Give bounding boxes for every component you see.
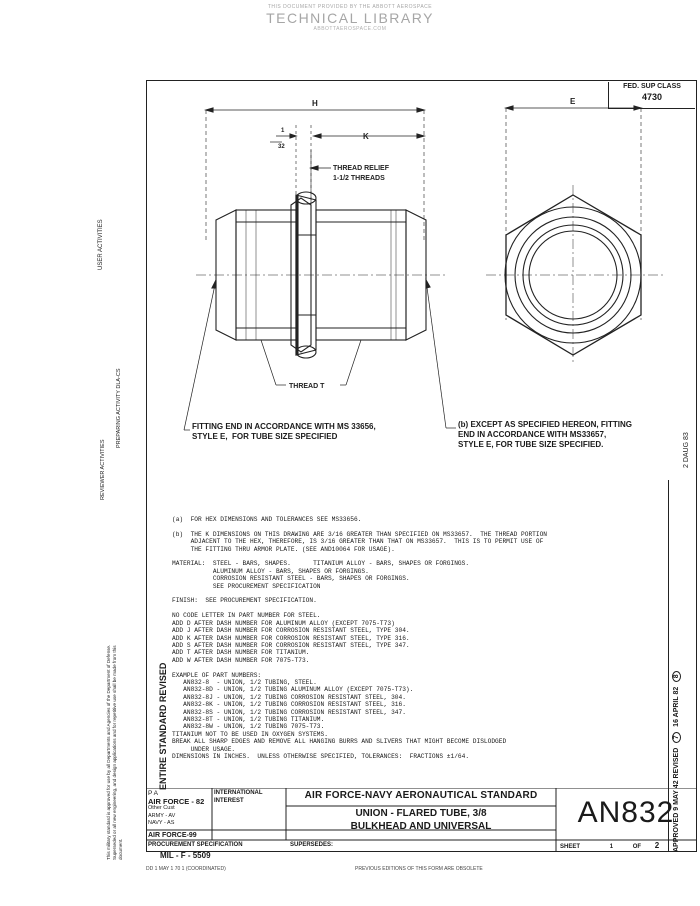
other-cust-label: Other Cust <box>148 805 175 811</box>
sheet-label: SHEET <box>560 844 581 850</box>
preparing-activity-label: PREPARING ACTIVITY DLA-CS <box>116 368 122 448</box>
thread-relief-sub: 1-1/2 THREADS <box>333 175 385 182</box>
dim-e-label: E <box>570 97 576 106</box>
standard-number: AN832 <box>577 796 675 829</box>
supersedes-label: SUPERSEDES: <box>290 842 334 848</box>
part-title-line-2: BULKHEAD AND UNIVERSAL <box>350 821 492 832</box>
revision-number-7: 7 <box>672 732 681 743</box>
callout-b: (b) EXCEPT AS SPECIFIED HEREON, FITTING END IN ACCORDANCE WITH MS33657, STYLE E, FOR TUBE SIZE SPECIFIED. <box>458 420 632 449</box>
dim-1-label: 1 <box>281 128 285 134</box>
fed-sup-class-value: 4730 <box>641 92 663 102</box>
revised-date: 16 APRIL 82 <box>673 686 680 727</box>
form-footer-middle: PREVIOUS EDITIONS OF THIS FORM ARE OBSOLETE <box>355 866 483 872</box>
af82-label: AIR FORCE - 82 <box>148 796 205 806</box>
callout-a: FITTING END IN ACCORDANCE WITH MS 33656, STYLE E, FOR TUBE SIZE SPECIFIED <box>192 422 376 441</box>
revision-number-8: 8 <box>672 671 681 682</box>
international-interest-label: INTERNATIONAL INTEREST <box>214 790 263 804</box>
library-url[interactable]: ABBOTTAEROSPACE.COM <box>313 26 387 32</box>
pa-label: P A <box>148 790 159 797</box>
standard-name: AIR FORCE-NAVY AERONAUTICAL STANDARD <box>304 790 538 801</box>
military-standard-note: This military standard is approved for use by all Departments and Agencies of the Department of Defense. Superseded or all new engineering, and design applications and for repetitive use shall be made from this document. <box>106 644 123 860</box>
part-title-line-1: UNION - FLARED TUBE, 3/8 <box>355 808 487 819</box>
provided-by-text: THIS DOCUMENT PROVIDED BY THE ABBOTT AEROSPACE <box>267 4 433 10</box>
entire-standard-revised: ENTIRE STANDARD REVISED <box>158 662 168 790</box>
fed-sup-class-label: FED. SUP CLASS <box>623 83 681 90</box>
of-label: OF <box>632 844 642 850</box>
title-block-custodians <box>148 790 212 828</box>
dim-32-label: 32 <box>278 144 285 150</box>
user-activities-label: USER ACTIVITIES <box>98 219 104 270</box>
approved-text: APPROVED 9 MAY 42 REVISED <box>673 747 680 852</box>
sheet-info <box>560 842 694 852</box>
reviewer-activities-label: REVIEWER ACTIVITIES <box>100 439 106 500</box>
procurement-spec-value: MIL - F - 5509 <box>160 851 211 860</box>
thread-t-label: THREAD T <box>289 383 325 390</box>
thread-relief-label: THREAD RELIEF <box>333 165 389 172</box>
dim-h-label: H <box>312 99 318 108</box>
af99-label: AIR FORCE-99 <box>148 832 197 839</box>
right-edge-text: 2 DAUG 83 <box>683 432 690 468</box>
navy-label: NAVY - AS <box>148 820 175 826</box>
drawing-notes: (a) FOR HEX DIMENSIONS AND TOLERANCES SEE MS33656. (b) THE K DIMENSIONS ON THIS DRAWING ARE 3/16 GREATER THAN SPECIFIED ON MS33657. THE THREAD PORTION ADJACENT TO THE HEX, THEREFORE, IS 3/16 GREATER THAN THAT ON MS33657. THIS IS TO PERMIT USE OF THE FITTING THRU ARMOR PLATE. (SEE AND10064 FOR USAGE). MATERIAL: STEEL - BARS, SHAPES. TITANIUM ALLOY - BARS, SHAPES OR FORGINGS. ALUMINUM ALLOY - BARS, SHAPES OR FORGINGS. CORROSION RESISTANT STEEL - BARS, SHAPES OR FORGINGS. SEE PROCUREMENT SPECIFICATION FINISH: SEE PROCUREMENT SPECIFICATION. NO CODE LETTER IN PART NUMBER FOR STEEL. ADD D AFTER DASH NUMBER FOR ALUMINUM ALLOY (EXCEPT 7075-T73) ADD J AFTER DASH NUMBER FOR CORROSION RESISTANT STEEL, TYPE 304. ADD K AFTER DASH NUMBER FOR CORROSION RESISTANT STEEL, TYPE 316. ADD S AFTER DASH NUMBER FOR CORROSION RESISTANT STEEL, TYPE 347. ADD T AFTER DASH NUMBER FOR TITANIUM. ADD W AFTER DASH NUMBER FOR 7075-T73. EXAMPLE OF PART NUMBERS: AN832-8 - UNION, 1/2 TUBING, STEEL. AN832-8D - UNION, 1/2 TUBING ALUMINUM ALLOY (EXCEPT 7075-T73). AN832-8J - UNION, 1/2 TUBING CORROSION RESISTANT STEEL, 304. AN832-8K - UNION, 1/2 TUBING CORROSION RESISTANT STEEL, 316. AN832-8S - UNION, 1/2 TUBING CORROSION RESISTANT STEEL, 347. AN832-8T - UNION, 1/2 TUBING TITANIUM. AN832-8W - UNION, 1/2 TUBING 7075-T73. TITANIUM NOT TO BE USED IN OXYGEN SYSTEMS. BREAK ALL SHARP EDGES AND REMOVE ALL HANGING BURRS AND SLIVERS THAT MIGHT BECOME DISLODGED UNDER USAGE. DIMENSIONS IN INCHES. UNLESS OTHERWISE SPECIFIED, TOLERANCES: FRACTIONS ±1/64. <box>172 516 548 760</box>
sheet-total: 2 <box>654 841 660 850</box>
dim-k-label: K <box>363 132 369 141</box>
army-label: ARMY - AV <box>148 812 176 819</box>
library-title: TECHNICAL LIBRARY <box>266 10 434 26</box>
form-footer-left: DD 1 MAY 1 70 1 (COORDINATED) <box>146 866 226 872</box>
sheet-number: 1 <box>609 844 614 850</box>
procurement-spec-label: PROCUREMENT SPECIFICATION <box>148 842 243 848</box>
